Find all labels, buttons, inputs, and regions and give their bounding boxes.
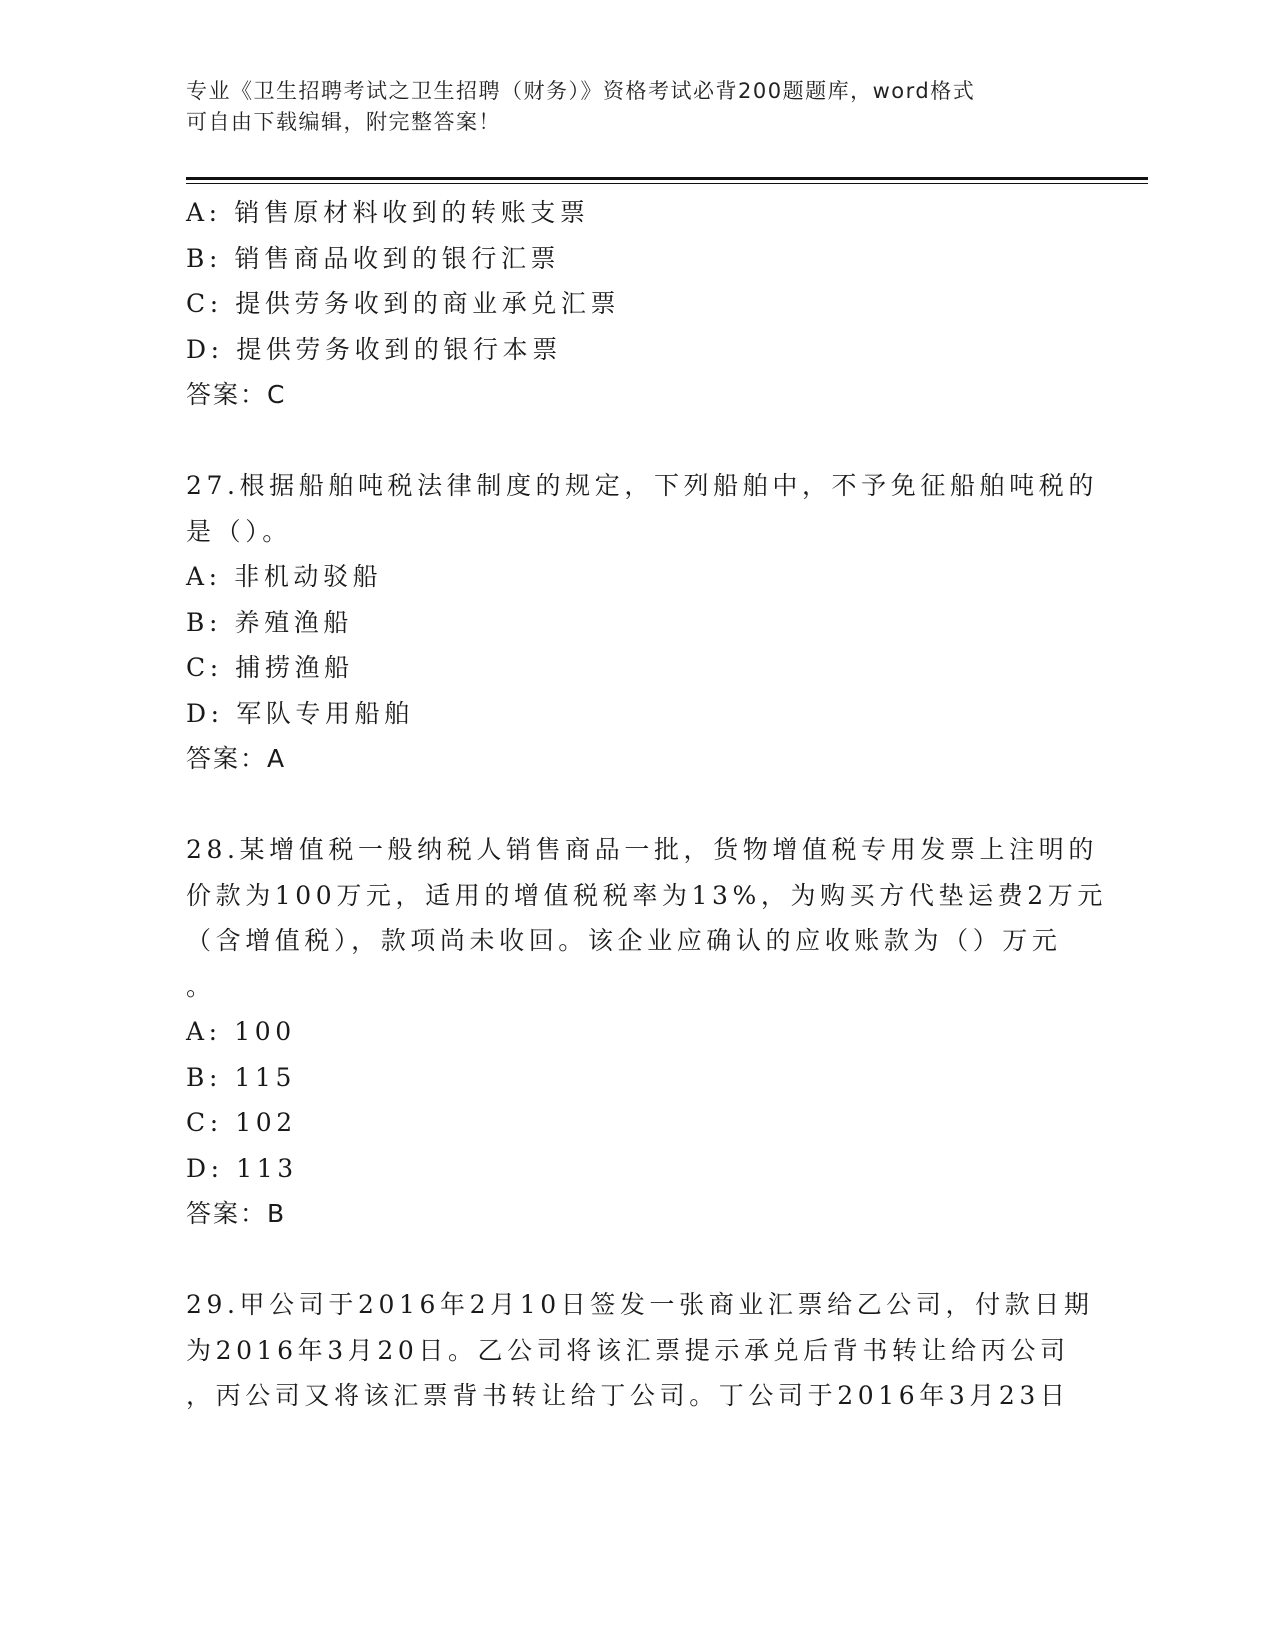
question-29 [186,1282,1094,1419]
question-stem: 为2016年3月20日。乙公司将该汇票提示承兑后背书转让给丙公司 [186,1335,1070,1365]
question-stem: 。 [186,971,216,1001]
answer-line: 答案：B [186,1199,287,1228]
option-a: A: 100 [186,1017,296,1046]
document-header [186,76,1086,138]
header-subtitle-line: 可自由下载编辑，附完整答案！ [186,110,501,134]
option-d: D: 113 [186,1153,298,1183]
option-b: B: 115 [186,1062,297,1092]
question-stem: 29.甲公司于2016年2月10日签发一张商业汇票给乙公司，付款日期 [186,1290,1094,1319]
answer-line: 答案：A [186,744,287,773]
question-stem: 价款为100万元，适用的增值税税率为13%，为购买方代垫运费2万元 [186,880,1107,910]
question-content [186,190,1107,1419]
option-b: B: 养殖渔船 [186,607,353,637]
header-divider-thin [186,183,1148,184]
header-title-line: 专业《卫生招聘考试之卫生招聘（财务）》资格考试必背200题题库，word格式 [186,79,976,103]
option-a: A: 销售原材料收到的转账支票 [186,198,590,227]
question-stem: 27.根据船舶吨税法律制度的规定，下列船舶中，不予免征船舶吨税的 [186,471,1098,500]
option-d: D: 军队专用船舶 [186,698,414,728]
question-26-continued [186,190,1086,418]
question-stem: （含增值税），款项尚未收回。该企业应确认的应收账款为（）万元 [186,926,1062,955]
option-c: C: 捕捞渔船 [186,653,354,682]
option-c: C: 102 [186,1108,297,1137]
header-divider-thick [186,177,1148,180]
option-d: D: 提供劳务收到的银行本票 [186,334,562,364]
spacer [186,1237,1086,1283]
option-a: A: 非机动驳船 [186,562,383,591]
answer-line: 答案：C [186,380,287,409]
spacer [186,782,1086,828]
question-stem: 是（）。 [186,516,292,546]
question-stem: 28.某增值税一般纳税人销售商品一批，货物增值税专用发票上注明的 [186,835,1098,864]
option-b: B: 销售商品收到的银行汇票 [186,243,561,273]
question-stem: ，丙公司又将该汇票背书转让给丁公司。丁公司于2016年3月23日 [186,1381,1070,1410]
question-27 [186,463,1098,782]
option-c: C: 提供劳务收到的商业承兑汇票 [186,289,621,318]
spacer [186,418,1086,464]
question-28 [186,827,1107,1237]
